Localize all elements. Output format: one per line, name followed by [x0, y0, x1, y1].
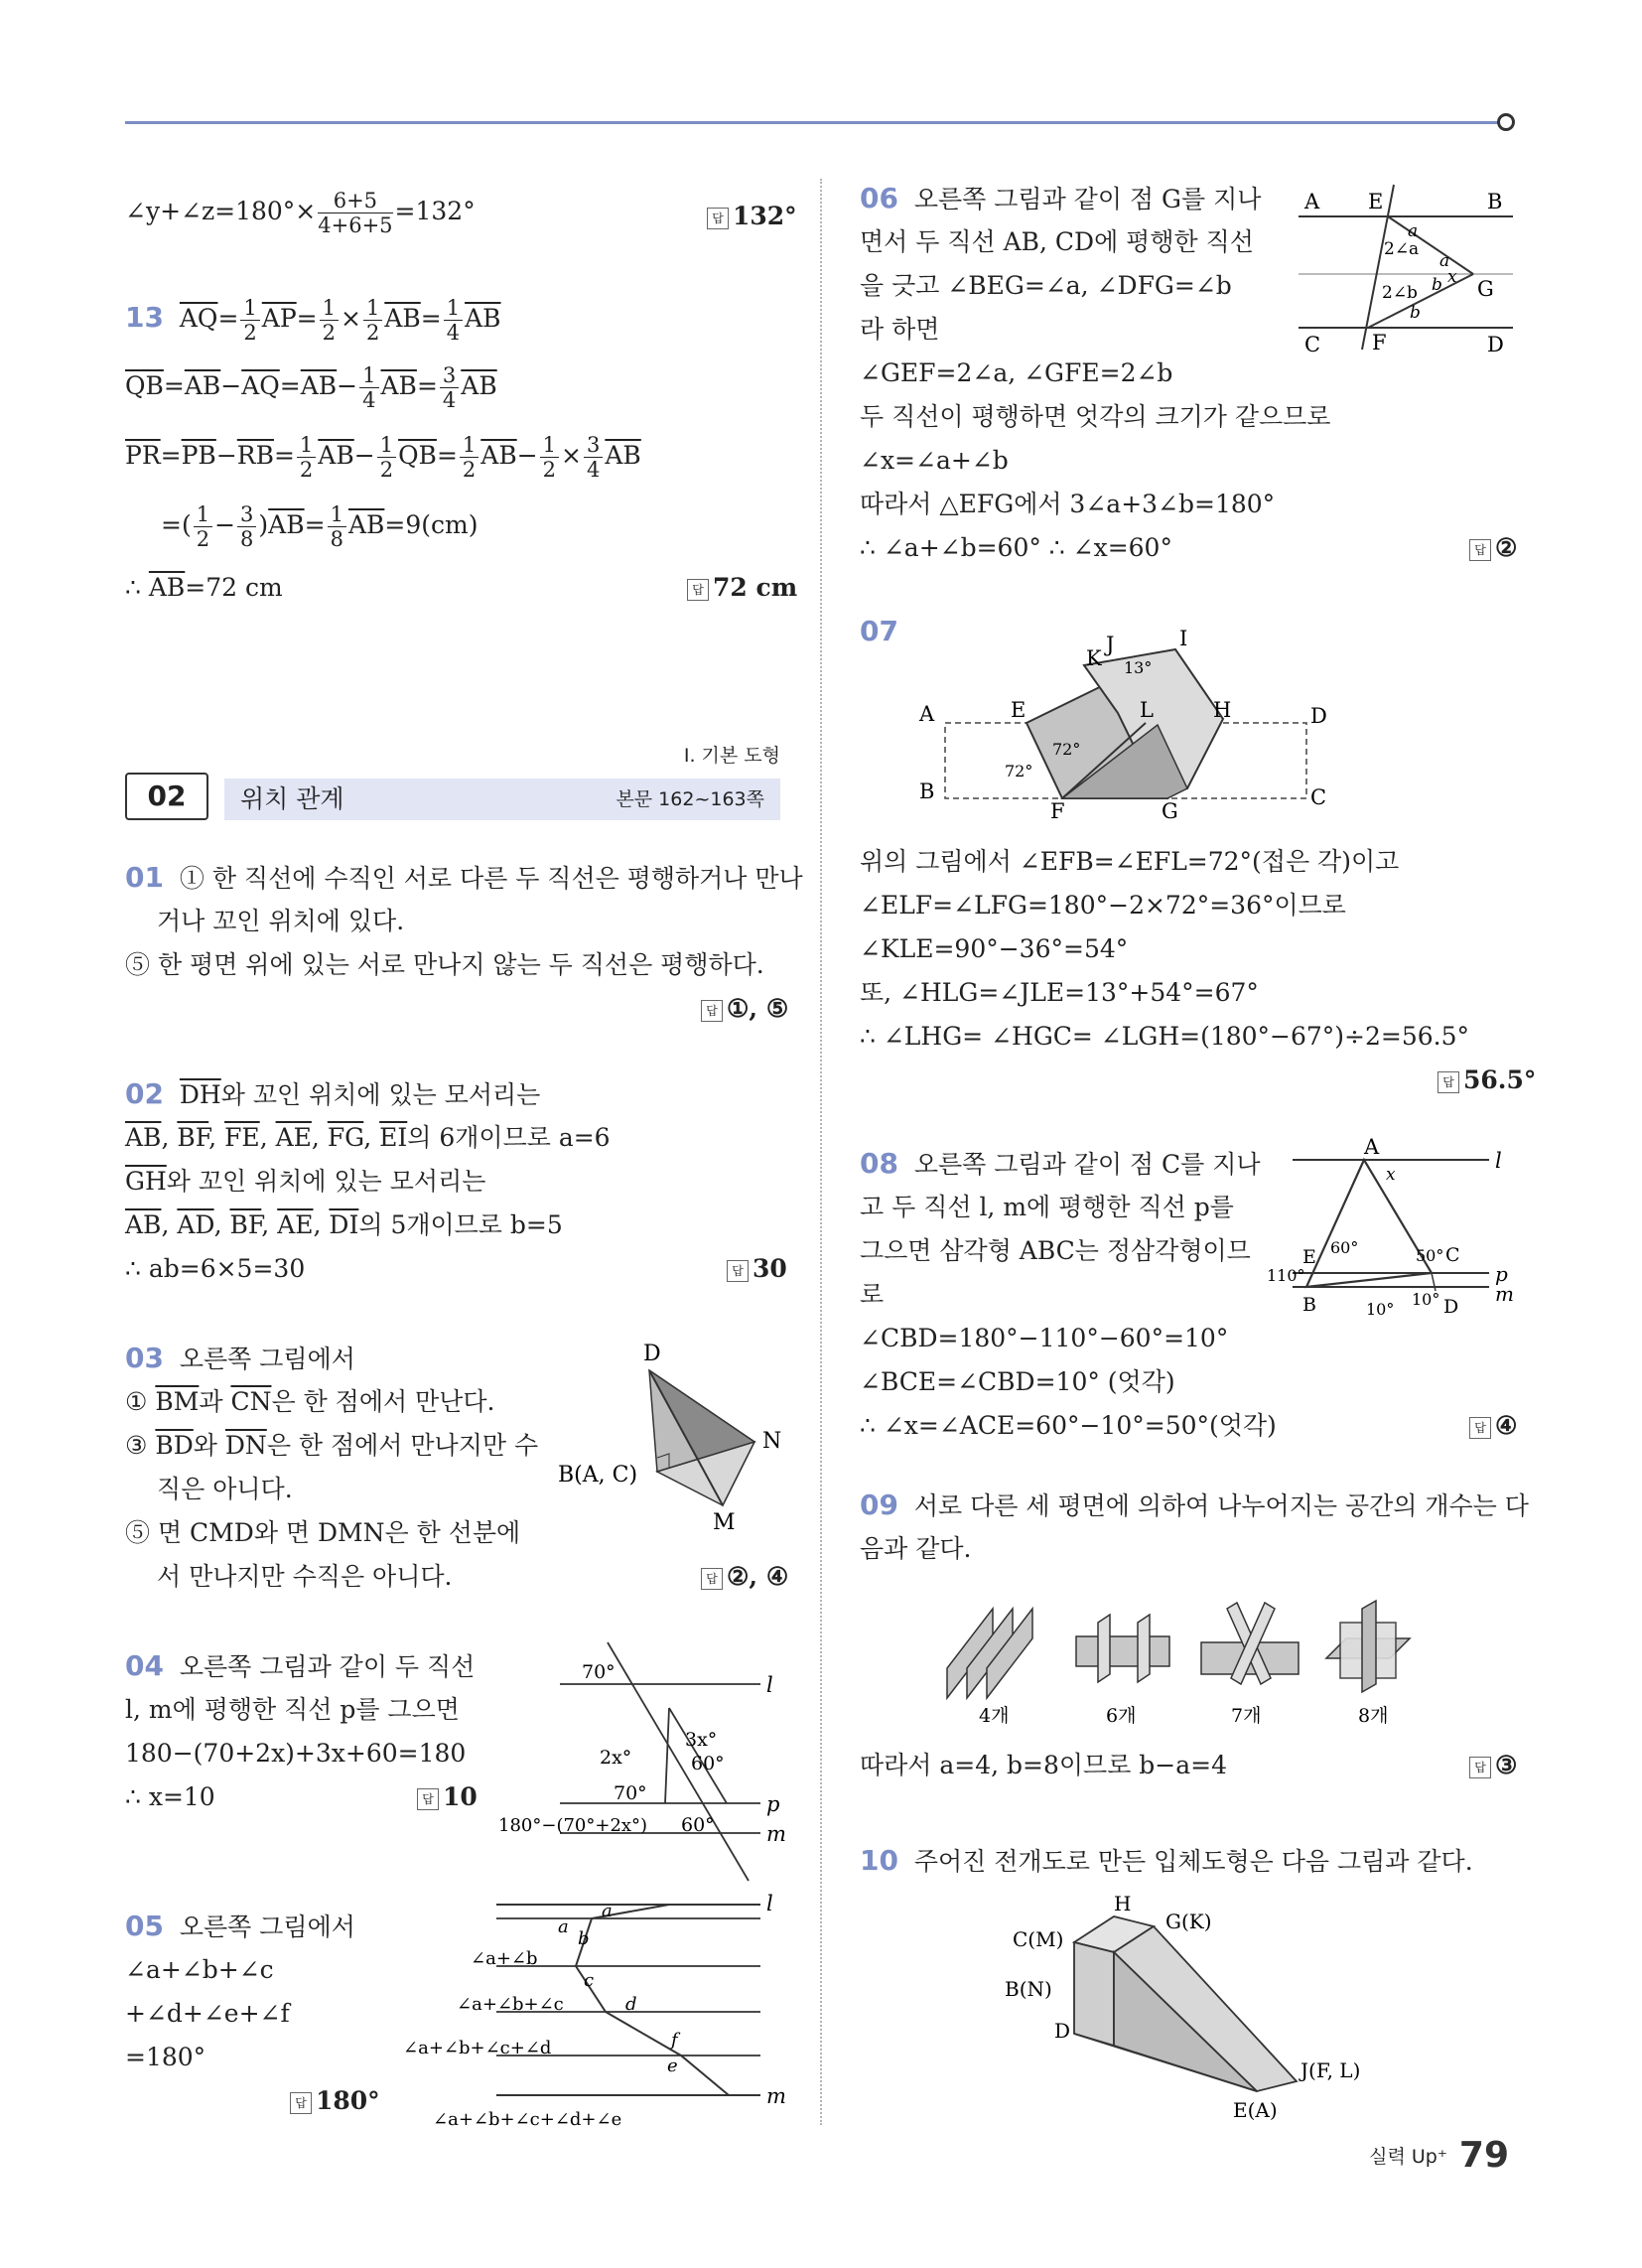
p03-line2: ③ $\overline{BD}$와 $\overline{DN}$은 한 점에서 만나지만 수 — [125, 1431, 539, 1460]
fig07-label-72: 72° — [1052, 740, 1081, 759]
planes-label-8: 8개 — [1358, 1705, 1389, 1724]
page-number: 79 — [1458, 2135, 1509, 2176]
fig05-label-d: d — [625, 1994, 637, 2015]
fig05-label-f: f — [671, 2030, 678, 2051]
planes-8 — [1326, 1601, 1410, 1692]
p06-line7: ∠x=∠a+∠b — [860, 446, 1009, 475]
fig04-label-60b: 60° — [681, 1814, 715, 1836]
p07-line3: ∠KLE=90°−36°=54° — [860, 934, 1129, 963]
p09-line1: 09 서로 다른 세 평면에 의하여 나누어지는 공간의 개수는 다 — [860, 1488, 1529, 1521]
fig08-label-A: A — [1364, 1135, 1380, 1159]
p06-line1: 06 오른쪽 그림과 같이 점 G를 지나 — [860, 182, 1262, 214]
section-page-ref: 본문 162~163쪽 — [616, 788, 764, 810]
fig08-label-60: 60° — [1330, 1238, 1359, 1257]
p08-line4: 로 — [860, 1280, 885, 1309]
p05-line4: =180° — [125, 2043, 206, 2071]
p02-line4: $\overline{AB}$, $\overline{AD}$, $\overline{BF}$, $\overline{AE}$, $\overline{DI}$의 5개이므로 b=5 — [125, 1210, 563, 1239]
fig06-label-F: F — [1372, 331, 1387, 354]
fig04-label-70: 70° — [582, 1661, 616, 1683]
p06-line2: 면서 두 직선 AB, CD에 평행한 직선 — [860, 227, 1254, 256]
section-category: Ⅰ. 기본 도형 — [683, 745, 780, 767]
fig08-label-C: C — [1445, 1244, 1460, 1266]
fig08-label-E: E — [1302, 1246, 1316, 1268]
p02-answer: 답 30 — [727, 1247, 787, 1290]
fig07-label-I: I — [1179, 627, 1188, 650]
p03-line4: ⑤ 면 CMD와 면 DMN은 한 선분에 — [125, 1518, 521, 1547]
fig06-label-b: b — [1432, 275, 1442, 295]
fig10-label-GK: G(K) — [1165, 1910, 1212, 1933]
fig06-label-2a: 2∠a — [1384, 239, 1420, 259]
p09-line2: 음과 같다. — [860, 1534, 972, 1563]
p13-line4: =( $\frac{1}{2}$ − $\frac{3}{8}$ )$\overline{AB}=$ $\frac{1}{8}$ $\overline{AB}=9(cm)$ — [161, 502, 479, 551]
p12-answer: 답 132° — [707, 195, 797, 237]
fig07-label-F: F — [1050, 799, 1065, 823]
fig06-label-G: G — [1477, 277, 1494, 301]
planes-6 — [1076, 1615, 1169, 1682]
p05-figure — [393, 1887, 794, 2135]
fig05-label-m: m — [766, 2084, 786, 2108]
fig08-label-10: 10° — [1366, 1300, 1395, 1319]
fig07-label-13: 13° — [1124, 658, 1153, 677]
fig07-label-D: D — [1310, 704, 1327, 728]
p07-line1: 위의 그림에서 ∠EFB=∠EFL=72°(접은 각)이고 — [860, 847, 1400, 876]
fig06-label-C: C — [1304, 333, 1321, 356]
p01-answer: 답 ①, ⑤ — [701, 987, 788, 1030]
p05-line3: +∠d+∠e+∠f — [125, 1999, 290, 2028]
fig04-label-m: m — [766, 1822, 786, 1846]
p09-figure — [933, 1589, 1449, 1724]
fig05-label-a: a — [602, 1901, 613, 1921]
fig06-label-2b: 2∠b — [1382, 283, 1418, 303]
p06-line9: ∴ ∠a+∠b=60° ∴ ∠x=60° — [860, 533, 1172, 562]
p02-line3: $\overline{GH}$와 꼬인 위치에 있는 모서리는 — [125, 1167, 486, 1196]
section-number: 02 — [125, 773, 208, 820]
p08-line7: ∴ ∠x=∠ACE=60°−10°=50°(엇각) — [860, 1411, 1277, 1440]
p04-figure — [496, 1629, 794, 1887]
fig05-label-e: e — [667, 2055, 678, 2076]
fig04-label-l: l — [766, 1673, 773, 1697]
fig05-label-b: b — [578, 1928, 590, 1949]
fig08-label-x: x — [1386, 1165, 1396, 1185]
p01-line2: 거나 꼬인 위치에 있다. — [157, 907, 405, 935]
p08-answer: 답 ④ — [1469, 1404, 1517, 1447]
p08-line5: ∠CBD=180°−110°−60°=10° — [860, 1324, 1229, 1352]
p07-number: 07 — [860, 615, 898, 647]
top-rule-dot — [1497, 113, 1515, 131]
fig07-label-B: B — [919, 780, 935, 803]
p08-figure — [1267, 1132, 1521, 1327]
p07-figure — [913, 606, 1330, 824]
fig03-label-N: N — [762, 1429, 782, 1454]
planes-7 — [1201, 1603, 1299, 1684]
fig08-label-m: m — [1495, 1282, 1514, 1306]
fig05-label-s4: ∠a+∠b+∠c+∠d+∠e — [433, 2109, 622, 2130]
fig04-label-60: 60° — [691, 1753, 725, 1774]
p08-line6: ∠BCE=∠CBD=10° (엇각) — [860, 1367, 1175, 1396]
p04-answer: 답 10 — [417, 1775, 478, 1818]
p06-answer: 답 ② — [1469, 526, 1517, 569]
p02-line2: $\overline{AB}$, $\overline{BF}$, $\overline{FE}$, $\overline{AE}$, $\overline{FG}$, $\overline{EI}$의 6개이므로 a=6 — [125, 1123, 611, 1152]
fig05-label-s1: ∠a+∠b — [471, 1948, 538, 1969]
fig08-label-p: p — [1495, 1262, 1508, 1286]
fig04-label-70b: 70° — [614, 1782, 647, 1804]
fig05-label-s2: ∠a+∠b+∠c — [457, 1994, 564, 2015]
p13-line5: ∴ $\overline{AB}=72$ cm — [125, 573, 283, 602]
p03-line1: ① $\overline{BM}$과 $\overline{CN}$은 한 점에서 만난다. — [125, 1387, 495, 1416]
p01-line3: ⑤ 한 평면 위에 있는 서로 만나지 않는 두 직선은 평행하다. — [125, 950, 764, 979]
p13-answer: 답 72 cm — [687, 566, 797, 609]
p05-line1: 05 오른쪽 그림에서 — [125, 1910, 355, 1942]
p13-line2: $\overline{QB}=\overline{AB}-\overline{AQ}=\overline{AB}-$ $\frac{1}{4}$ $\overline{AB}=$ $\frac{3}{4}$ $\overline{AB}$ — [125, 363, 497, 412]
p08-line3: 그으면 삼각형 ABC는 정삼각형이므 — [860, 1236, 1251, 1265]
fig08-label-110: 110° — [1267, 1266, 1305, 1285]
fig06-label-b3: b — [1410, 303, 1421, 323]
section-header — [125, 745, 780, 832]
fig08-label-10b: 10° — [1412, 1290, 1440, 1309]
fig06-label-D: D — [1487, 333, 1504, 356]
p03-line5: 서 만나지만 수직은 아니다. — [157, 1562, 453, 1591]
fig04-label-p: p — [766, 1792, 780, 1816]
planes-label-4: 4개 — [979, 1705, 1010, 1724]
fig08-label-D: D — [1443, 1296, 1459, 1318]
fig03-label-M: M — [713, 1510, 736, 1535]
fig10-label-BN: B(N) — [1005, 1977, 1052, 2001]
p04-line1: 04 오른쪽 그림과 같이 두 직선 — [125, 1649, 476, 1682]
p03-line0: 03 오른쪽 그림에서 — [125, 1342, 355, 1374]
p06-line8: 따라서 △EFG에서 3∠a+3∠b=180° — [860, 490, 1276, 518]
fig10-label-H: H — [1114, 1892, 1132, 1915]
p06-line4: 라 하면 — [860, 315, 940, 344]
p02-line1: 02 $\overline{DH}$와 꼬인 위치에 있는 모서리는 — [125, 1077, 541, 1110]
fig05-label-a2: a — [558, 1916, 569, 1937]
fig06-label-A: A — [1304, 190, 1320, 213]
p07-line2: ∠ELF=∠LFG=180°−2×72°=36°이므로 — [860, 891, 1346, 920]
p06-line6: 두 직선이 평행하면 엇각의 크기가 같으므로 — [860, 402, 1331, 431]
fig07-label-L: L — [1140, 698, 1154, 722]
p13-line3: $\overline{PR}=\overline{PB}-\overline{RB}=$ $\frac{1}{2}$ $\overline{AB}-$ $\frac{1}{2}$ $\overline{QB}=$ $\frac{1}{2}$ $\overline{AB}-$ $\frac{1}{2}$ × $\frac{3}{4}$ $\overline{AB}$ — [125, 433, 641, 482]
p06-figure — [1291, 179, 1519, 357]
p13-line1: 13 $\overline{AQ}=$ $\frac{1}{2}$ $\overline{AP}=$ $\frac{1}{2}$ × $\frac{1}{2}$ $\overline{AB}=$ $\frac{1}{4}$ $\overline{AB}$ — [125, 296, 501, 345]
fig03-label-D: D — [643, 1342, 661, 1366]
fig10-label-EA: E(A) — [1233, 2098, 1278, 2122]
p05-line2: ∠a+∠b+∠c — [125, 1955, 274, 1984]
footer-label: 실력 Up⁺ — [1369, 2146, 1447, 2168]
fig04-label-3x: 3x° — [685, 1729, 718, 1751]
fig05-label-c: c — [584, 1970, 595, 1991]
page-footer — [1369, 2135, 1509, 2176]
fig10-label-CM: C(M) — [1013, 1927, 1064, 1951]
fig07-label-G: G — [1162, 799, 1178, 823]
fig07-label-A: A — [919, 702, 935, 726]
p09-answer: 답 ③ — [1469, 1744, 1517, 1786]
fig07-label-K: K — [1086, 646, 1102, 670]
fig06-label-a: a — [1408, 221, 1419, 241]
fig05-label-s3: ∠a+∠b+∠c+∠d — [403, 2038, 552, 2058]
fig04-label-expr: 180°−(70°+2x°) — [498, 1815, 648, 1836]
p04-line2: l, m에 평행한 직선 p를 그으면 — [125, 1695, 460, 1724]
fig07-label-H: H — [1213, 698, 1232, 722]
p06-line5: ∠GEF=2∠a, ∠GFE=2∠b — [860, 358, 1173, 387]
p01-line1: 01 ① 한 직선에 수직인 서로 다른 두 직선은 평행하거나 만나 — [125, 861, 803, 894]
p03-line3: 직은 아니다. — [157, 1475, 293, 1503]
p04-line4: ∴ x=10 — [125, 1782, 215, 1811]
column-divider — [820, 179, 822, 2125]
fig06-label-a3: a — [1439, 251, 1450, 271]
p07-answer: 답 56.5° — [1437, 1059, 1536, 1101]
p07-line5: ∴ ∠LHG= ∠HGC= ∠LGH=(180°−67°)÷2=56.5° — [860, 1022, 1470, 1051]
fig06-label-E: E — [1368, 190, 1384, 213]
fig07-label-72b: 72° — [1005, 762, 1033, 780]
fig07-label-C: C — [1310, 785, 1327, 809]
p08-line2: 고 두 직선 l, m에 평행한 직선 p를 — [860, 1193, 1234, 1221]
p10-line1: 10 주어진 전개도로 만든 입체도형은 다음 그림과 같다. — [860, 1844, 1473, 1877]
p09-result: 따라서 a=4, b=8이므로 b−a=4 — [860, 1751, 1228, 1779]
fig08-label-B: B — [1302, 1294, 1316, 1316]
fig07-label-J: J — [1106, 633, 1115, 656]
p07-line4: 또, ∠HLG=∠JLE=13°+54°=67° — [860, 978, 1259, 1007]
section-title: 위치 관계 — [240, 784, 344, 813]
p03-figure — [552, 1331, 800, 1539]
fig08-label-l: l — [1495, 1149, 1502, 1173]
fig06-label-x: x — [1447, 267, 1457, 287]
fig08-label-50: 50° — [1416, 1246, 1444, 1265]
fig04-label-2x: 2x° — [600, 1747, 632, 1769]
fig06-label-B: B — [1487, 190, 1503, 213]
p05-answer: 답 180° — [290, 2079, 380, 2122]
p04-line3: 180−(70+2x)+3x+60=180 — [125, 1739, 467, 1768]
planes-label-7: 7개 — [1231, 1705, 1262, 1724]
fig07-label-E: E — [1011, 698, 1026, 722]
planes-label-6: 6개 — [1106, 1705, 1137, 1724]
fig10-label-JFL: J(F, L) — [1300, 2058, 1361, 2082]
p12-line: ∠y+∠z=180°× $\frac{6+5}{4+6+5}$ =132° — [125, 189, 476, 237]
planes-4 — [947, 1609, 1032, 1698]
p10-figure — [997, 1887, 1414, 2125]
p02-line5: ∴ ab=6×5=30 — [125, 1254, 306, 1283]
p03-answer: 답 ②, ④ — [701, 1555, 788, 1598]
fig10-label-D: D — [1054, 2019, 1071, 2043]
p06-line3: 을 긋고 ∠BEG=∠a, ∠DFG=∠b — [860, 271, 1232, 300]
fig03-label-BAC: B(A, C) — [558, 1463, 638, 1488]
p08-line1: 08 오른쪽 그림과 같이 점 C를 지나 — [860, 1147, 1261, 1180]
fig05-label-l: l — [766, 1892, 773, 1915]
